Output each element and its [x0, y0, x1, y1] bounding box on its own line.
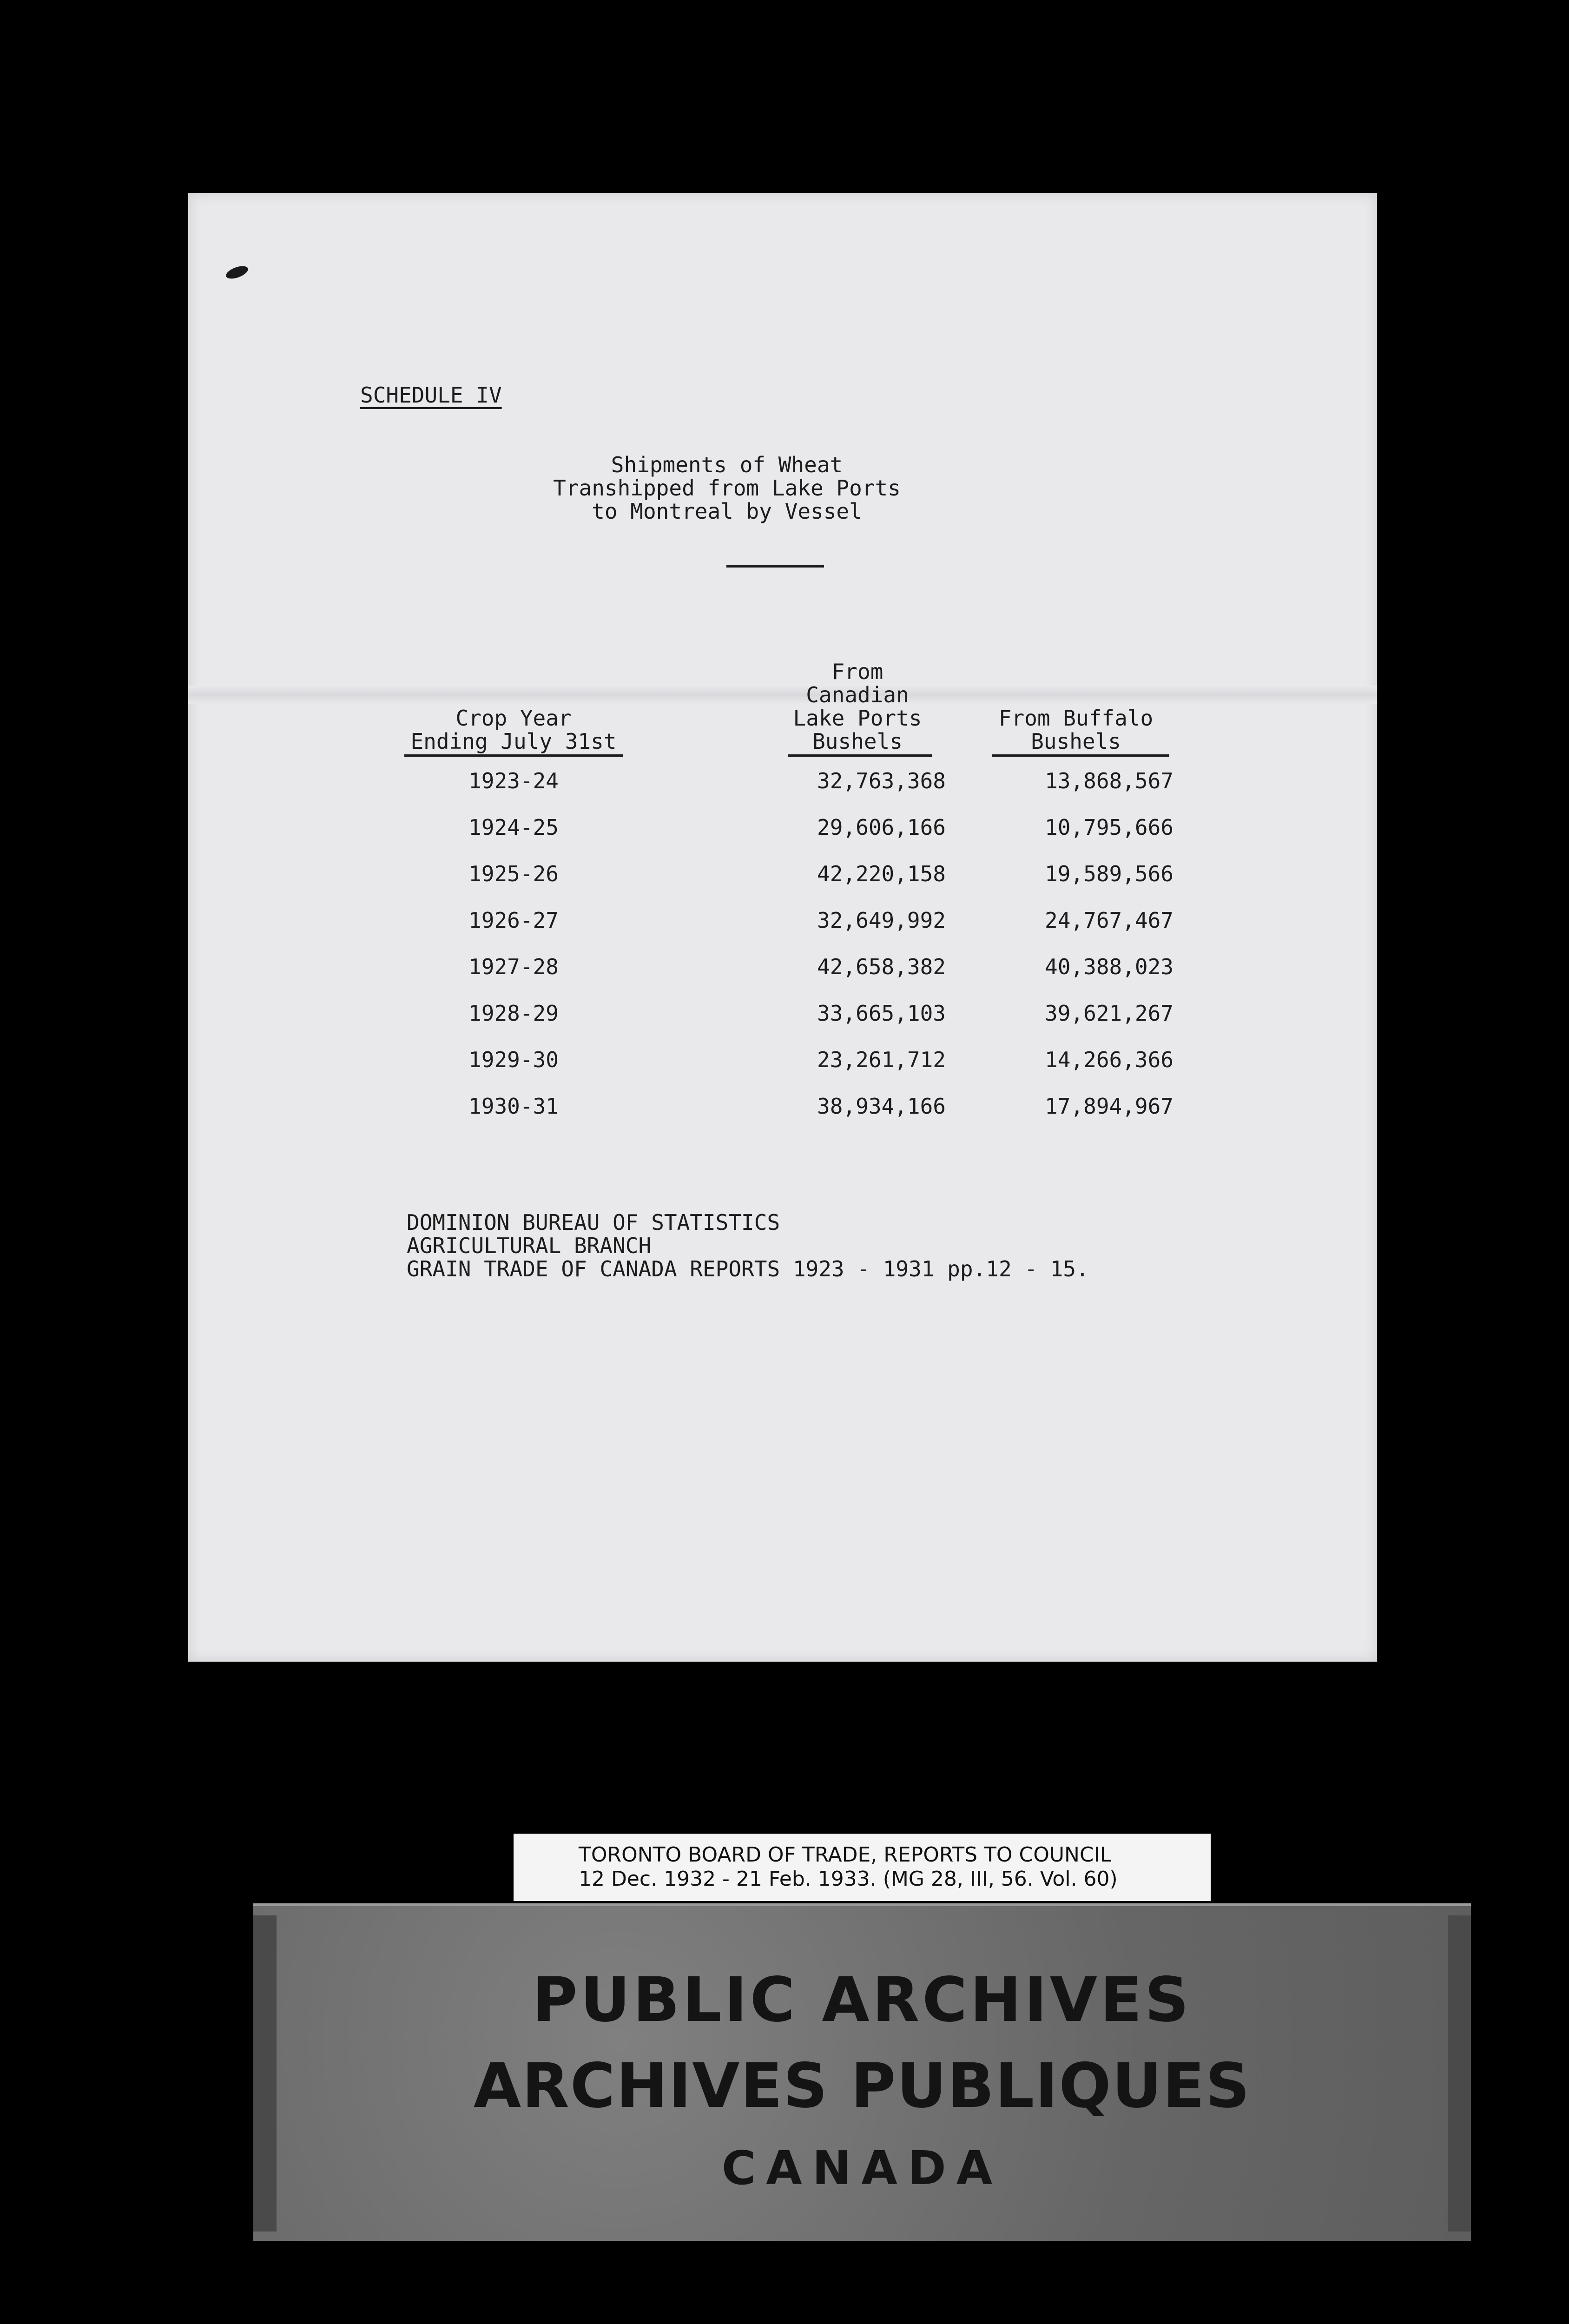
- row-year: 1924-25: [468, 815, 559, 840]
- lake-ports-header-underline: [788, 754, 932, 757]
- title-line-2: Transhipped from Lake Ports: [553, 475, 901, 501]
- row-year: 1927-28: [468, 954, 559, 979]
- lake-ports-header-4: Bushels: [812, 729, 903, 754]
- title-rule: [726, 565, 824, 568]
- lake-ports-header-3: Lake Ports: [793, 706, 922, 731]
- row-lake-ports: 33,665,103: [817, 1001, 946, 1026]
- buffalo-header-underline: [992, 754, 1169, 757]
- crop-year-header-1: Crop Year: [455, 706, 572, 731]
- row-lake-ports: 29,606,166: [817, 815, 946, 840]
- row-lake-ports: 32,649,992: [817, 908, 946, 933]
- source-line-1: DOMINION BUREAU OF STATISTICS: [407, 1210, 780, 1235]
- lake-ports-header-2: Canadian: [806, 682, 909, 707]
- row-buffalo: 39,621,267: [1045, 1001, 1173, 1026]
- ink-mark: [224, 264, 250, 281]
- row-year: 1925-26: [468, 861, 559, 886]
- row-buffalo: 17,894,967: [1045, 1094, 1173, 1119]
- buffalo-header-1: From Buffalo: [998, 706, 1154, 731]
- row-buffalo: 14,266,366: [1045, 1047, 1173, 1072]
- row-year: 1926-27: [468, 908, 559, 933]
- stamp-line-3: CANADA: [721, 2141, 1003, 2195]
- archive-label-line-2: 12 Dec. 1932 - 21 Feb. 1933. (MG 28, III, 56. Vol. 60): [579, 1867, 1118, 1891]
- row-lake-ports: 32,763,368: [817, 768, 946, 793]
- source-line-3: GRAIN TRADE OF CANADA REPORTS 1923 - 1931 pp.12 - 15.: [407, 1256, 1089, 1281]
- buffalo-header-2: Bushels: [1031, 729, 1121, 754]
- public-archives-stamp: [253, 1903, 1471, 2241]
- title-line-3: to Montreal by Vessel: [592, 499, 862, 524]
- row-year: 1928-29: [468, 1001, 559, 1026]
- row-lake-ports: 42,658,382: [817, 954, 946, 979]
- archive-label-line-1: TORONTO BOARD OF TRADE, REPORTS TO COUNCIL: [579, 1843, 1112, 1867]
- crop-year-header-underline: [404, 754, 623, 757]
- row-year: 1923-24: [468, 768, 559, 793]
- stamp-line-2: ARCHIVES PUBLIQUES: [473, 2050, 1251, 2122]
- schedule-heading: SCHEDULE IV: [360, 383, 502, 408]
- document-page: [188, 193, 1377, 1662]
- archive-reference-label: [514, 1834, 1211, 1901]
- stamp-line-1: PUBLIC ARCHIVES: [532, 1964, 1192, 2036]
- row-year: 1929-30: [468, 1047, 559, 1072]
- lake-ports-header-1: From: [831, 659, 883, 684]
- row-buffalo: 19,589,566: [1045, 861, 1173, 886]
- row-buffalo: 40,388,023: [1045, 954, 1173, 979]
- row-buffalo: 10,795,666: [1045, 815, 1173, 840]
- row-buffalo: 24,767,467: [1045, 908, 1173, 933]
- row-lake-ports: 38,934,166: [817, 1094, 946, 1119]
- row-lake-ports: 23,261,712: [817, 1047, 946, 1072]
- title-line-1: Shipments of Wheat: [611, 452, 843, 477]
- crop-year-header-2: Ending July 31st: [410, 729, 617, 754]
- source-line-2: AGRICULTURAL BRANCH: [407, 1233, 652, 1258]
- row-year: 1930-31: [468, 1094, 559, 1119]
- row-lake-ports: 42,220,158: [817, 861, 946, 886]
- row-buffalo: 13,868,567: [1045, 768, 1173, 793]
